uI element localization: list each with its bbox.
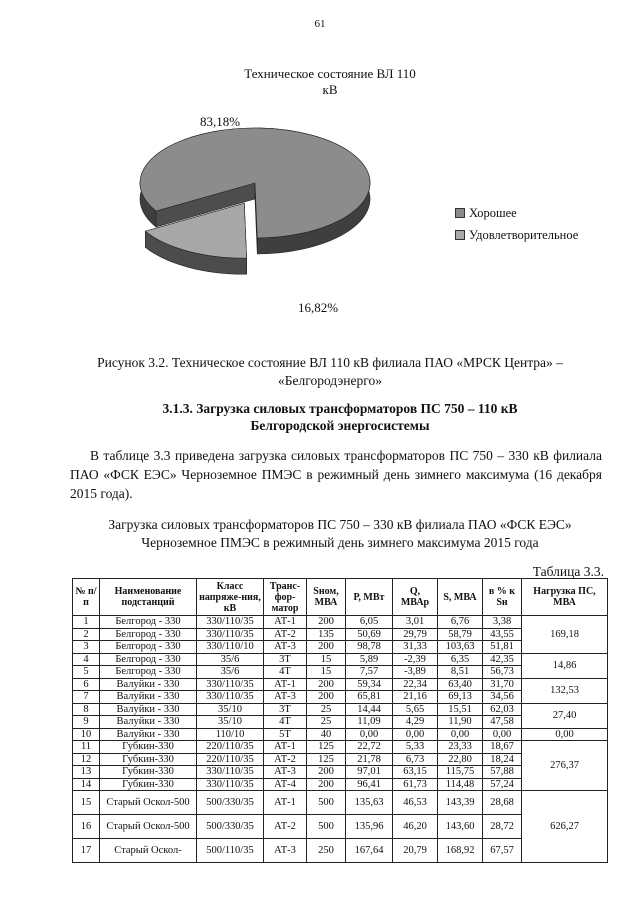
cell-num: 13 [73,766,100,779]
cell-s: 168,92 [438,839,483,863]
table-row [73,678,608,691]
cell-snom: 15 [307,666,346,679]
table-row [73,728,608,741]
cell-q: 0,00 [393,728,438,741]
cell-s: 6,35 [438,653,483,666]
cell-substation: Белгород - 330 [100,641,197,654]
cell-transformer: АТ-1 [264,616,307,629]
cell-voltage: 220/110/35 [197,741,264,754]
header-load: Нагрузка ПС, МВА [522,579,608,616]
cell-substation: Белгород - 330 [100,666,197,679]
cell-voltage: 330/110/35 [197,678,264,691]
cell-snom: 200 [307,766,346,779]
chart-legend [455,202,578,246]
cell-snom: 125 [307,741,346,754]
cell-q: 20,79 [393,839,438,863]
legend-swatch-satisfactory [455,230,465,240]
header-percent: в % к Sн [483,579,522,616]
cell-voltage: 330/110/35 [197,691,264,704]
table-label: Таблица 3.3. [532,564,604,579]
cell-q: 22,34 [393,678,438,691]
cell-num: 5 [73,666,100,679]
cell-voltage: 500/330/35 [197,791,264,815]
section-heading-line-1: 3.1.3. Загрузка силовых трансформаторов ПС 750 – 110 кВ [162,401,518,416]
body-paragraph: В таблице 3.3 приведена загрузка силовых трансформаторов ПС 750 – 330 кВ филиала ПАО «ФСК ЕЭС» Черноземное ПМЭС в режимный день зимнего максимума (16 декабря 2015 года). [70,448,602,501]
cell-s: 103,63 [438,641,483,654]
table-row [73,741,608,754]
table-title [70,516,610,552]
cell-snom: 25 [307,716,346,729]
cell-p: 167,64 [346,839,393,863]
legend-item-satisfactory [455,224,578,246]
cell-p: 14,44 [346,703,393,716]
cell-substation: Валуйки - 330 [100,691,197,704]
cell-substation: Валуйки - 330 [100,703,197,716]
caption-line-2: «Белгородэнерго» [278,373,382,388]
table-title-line-2: Черноземное ПМЭС в режимный день зимнего максимума 2015 года [141,535,539,550]
cell-group-load: 132,53 [522,678,608,703]
cell-s: 6,76 [438,616,483,629]
cell-transformer: АТ-3 [264,641,307,654]
cell-s: 143,39 [438,791,483,815]
table-header-row [73,579,608,616]
cell-snom: 250 [307,839,346,863]
cell-percent: 28,68 [483,791,522,815]
cell-p: 7,57 [346,666,393,679]
cell-num: 7 [73,691,100,704]
cell-voltage: 35/6 [197,666,264,679]
cell-percent: 57,88 [483,766,522,779]
cell-voltage: 35/6 [197,653,264,666]
caption-line-1: Рисунок 3.2. Техническое состояние ВЛ 110 кВ филиала ПАО «МРСК Центра» – [97,355,563,370]
cell-q: -3,89 [393,666,438,679]
header-substation: Наименование подстанций [100,579,197,616]
cell-s: 115,75 [438,766,483,779]
header-transformer: Транс-фор-матор [264,579,307,616]
load-table [72,578,608,863]
cell-percent: 28,72 [483,815,522,839]
cell-voltage: 500/330/35 [197,815,264,839]
cell-percent: 18,24 [483,753,522,766]
cell-s: 69,13 [438,691,483,704]
cell-group-load: 626,27 [522,791,608,863]
cell-q: 4,29 [393,716,438,729]
cell-voltage: 330/110/35 [197,616,264,629]
cell-q: 6,73 [393,753,438,766]
cell-voltage: 35/10 [197,703,264,716]
cell-p: 98,78 [346,641,393,654]
header-snom: Sном, МВА [307,579,346,616]
cell-p: 135,96 [346,815,393,839]
cell-percent: 34,56 [483,691,522,704]
cell-substation: Белгород - 330 [100,616,197,629]
cell-snom: 200 [307,641,346,654]
table-body [73,616,608,863]
header-q: Q, МВАр [393,579,438,616]
cell-voltage: 35/10 [197,716,264,729]
cell-percent: 51,81 [483,641,522,654]
cell-q: 21,16 [393,691,438,704]
header-num: № п/п [73,579,100,616]
cell-s: 22,80 [438,753,483,766]
cell-group-load: 0,00 [522,728,608,741]
cell-q: 46,20 [393,815,438,839]
cell-p: 5,89 [346,653,393,666]
table-row [73,616,608,629]
cell-p: 50,69 [346,628,393,641]
cell-group-load: 276,37 [522,741,608,791]
cell-transformer: АТ-2 [264,628,307,641]
cell-s: 58,79 [438,628,483,641]
page-number: 61 [314,18,326,30]
cell-transformer: 3Т [264,653,307,666]
cell-substation: Белгород - 330 [100,628,197,641]
cell-transformer: АТ-3 [264,839,307,863]
cell-snom: 200 [307,678,346,691]
cell-num: 2 [73,628,100,641]
cell-voltage: 330/110/35 [197,628,264,641]
cell-s: 23,33 [438,741,483,754]
cell-substation: Старый Оскол- [100,839,197,863]
cell-percent: 47,58 [483,716,522,729]
cell-percent: 0,00 [483,728,522,741]
cell-transformer: АТ-1 [264,791,307,815]
cell-q: 31,33 [393,641,438,654]
table-row [73,703,608,716]
cell-transformer: АТ-4 [264,778,307,791]
cell-substation: Валуйки - 330 [100,678,197,691]
cell-q: 63,15 [393,766,438,779]
cell-voltage: 220/110/35 [197,753,264,766]
cell-p: 21,78 [346,753,393,766]
cell-voltage: 330/110/35 [197,778,264,791]
cell-q: 5,33 [393,741,438,754]
legend-label-good: Хорошее [469,206,517,220]
pie-label-satisfactory: 16,82% [298,300,339,315]
cell-num: 1 [73,616,100,629]
cell-transformer: АТ-1 [264,678,307,691]
cell-num: 11 [73,741,100,754]
cell-s: 63,40 [438,678,483,691]
cell-group-load: 169,18 [522,616,608,654]
cell-s: 15,51 [438,703,483,716]
cell-substation: Валуйки - 330 [100,728,197,741]
cell-s: 143,60 [438,815,483,839]
cell-transformer: АТ-3 [264,691,307,704]
header-p: Р, МВт [346,579,393,616]
cell-p: 96,41 [346,778,393,791]
cell-num: 3 [73,641,100,654]
cell-snom: 200 [307,691,346,704]
cell-snom: 500 [307,815,346,839]
cell-substation: Губкин-330 [100,766,197,779]
cell-percent: 18,67 [483,741,522,754]
figure-caption [60,354,600,390]
cell-voltage: 330/110/10 [197,641,264,654]
cell-s: 11,90 [438,716,483,729]
cell-transformer: АТ-2 [264,815,307,839]
cell-snom: 15 [307,653,346,666]
cell-substation: Валуйки - 330 [100,716,197,729]
chart-title-line-1: Техническое состояние ВЛ 110 [244,66,416,81]
cell-p: 135,63 [346,791,393,815]
cell-q: -2,39 [393,653,438,666]
legend-label-satisfactory: Удовлетворительное [469,228,579,242]
header-voltage: Класс напряже-ния, кВ [197,579,264,616]
cell-snom: 200 [307,616,346,629]
cell-num: 15 [73,791,100,815]
cell-num: 10 [73,728,100,741]
cell-transformer: 4Т [264,716,307,729]
cell-snom: 135 [307,628,346,641]
cell-voltage: 110/10 [197,728,264,741]
cell-substation: Белгород - 330 [100,653,197,666]
cell-p: 0,00 [346,728,393,741]
cell-s: 0,00 [438,728,483,741]
section-heading-line-2: Белгородской энергосистемы [250,418,430,433]
cell-q: 61,73 [393,778,438,791]
cell-percent: 56,73 [483,666,522,679]
cell-num: 14 [73,778,100,791]
cell-transformer: 5Т [264,728,307,741]
cell-percent: 31,70 [483,678,522,691]
cell-num: 4 [73,653,100,666]
cell-percent: 42,35 [483,653,522,666]
cell-snom: 25 [307,703,346,716]
cell-percent: 67,57 [483,839,522,863]
cell-p: 59,34 [346,678,393,691]
cell-group-load: 14,86 [522,653,608,678]
cell-q: 46,53 [393,791,438,815]
chart-title-line-2: кВ [322,82,338,97]
cell-transformer: АТ-2 [264,753,307,766]
table-row [73,791,608,815]
cell-percent: 57,24 [483,778,522,791]
cell-snom: 500 [307,791,346,815]
cell-transformer: 4Т [264,666,307,679]
cell-transformer: АТ-1 [264,741,307,754]
cell-p: 11,09 [346,716,393,729]
cell-num: 12 [73,753,100,766]
chart-title [230,66,430,98]
pie-label-good: 83,18% [200,114,241,129]
cell-substation: Губкин-330 [100,753,197,766]
cell-p: 65,81 [346,691,393,704]
table-row [73,653,608,666]
cell-q: 3,01 [393,616,438,629]
cell-percent: 43,55 [483,628,522,641]
cell-p: 97,01 [346,766,393,779]
cell-p: 6,05 [346,616,393,629]
cell-transformer: 3Т [264,703,307,716]
header-s: S, МВА [438,579,483,616]
section-heading [70,400,610,434]
legend-swatch-good [455,208,465,218]
table-title-line-1: Загрузка силовых трансформаторов ПС 750 – 330 кВ филиала ПАО «ФСК ЕЭС» [108,517,572,532]
cell-s: 8,51 [438,666,483,679]
cell-voltage: 330/110/35 [197,766,264,779]
cell-substation: Губкин-330 [100,778,197,791]
cell-num: 16 [73,815,100,839]
cell-percent: 62,03 [483,703,522,716]
cell-num: 8 [73,703,100,716]
cell-substation: Губкин-330 [100,741,197,754]
cell-transformer: АТ-3 [264,766,307,779]
cell-percent: 3,38 [483,616,522,629]
cell-snom: 125 [307,753,346,766]
cell-q: 5,65 [393,703,438,716]
cell-snom: 200 [307,778,346,791]
cell-num: 6 [73,678,100,691]
cell-p: 22,72 [346,741,393,754]
cell-q: 29,79 [393,628,438,641]
cell-num: 17 [73,839,100,863]
cell-group-load: 27,40 [522,703,608,728]
cell-substation: Старый Оскол-500 [100,815,197,839]
cell-snom: 40 [307,728,346,741]
cell-voltage: 500/110/35 [197,839,264,863]
legend-item-good [455,202,578,224]
pie-chart [130,108,390,328]
cell-num: 9 [73,716,100,729]
cell-substation: Старый Оскол-500 [100,791,197,815]
cell-s: 114,48 [438,778,483,791]
